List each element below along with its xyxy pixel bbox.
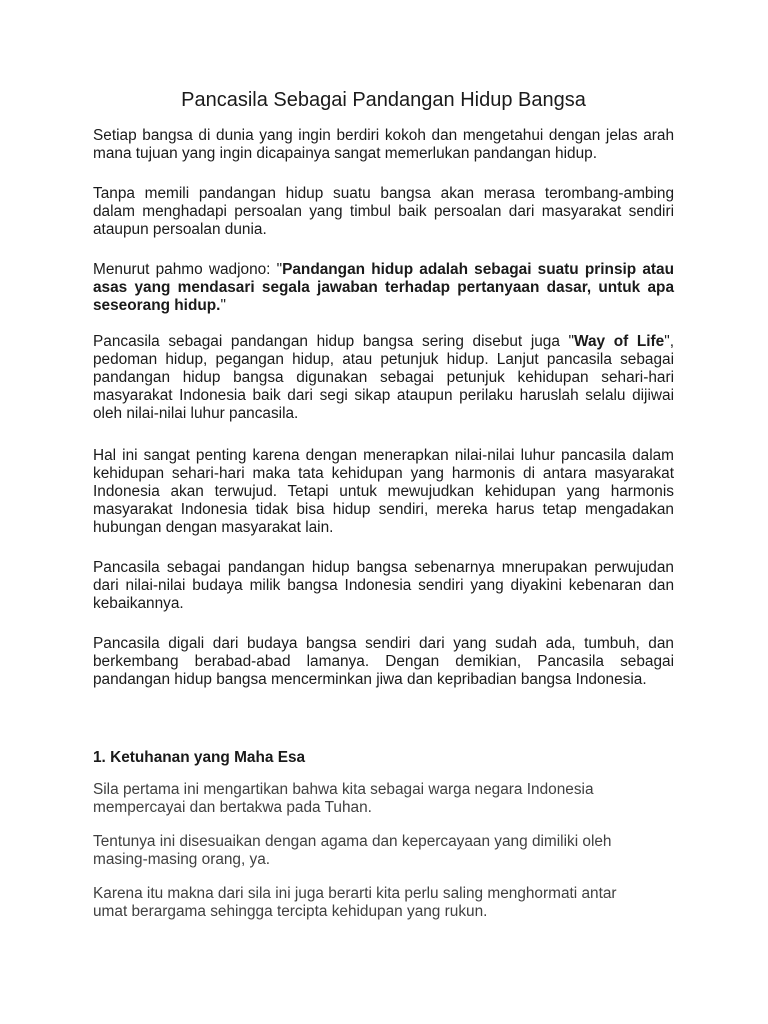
document-title: Pancasila Sebagai Pandangan Hidup Bangsa xyxy=(181,89,586,111)
wayoflife-suffix: ", pedoman hidup, pegangan hidup, atau petunjuk hidup. Lanjut pancasila sebagai pandangan hidup bangsa digunakan sebagai petunjuk kehidupan sehari-hari masyarakat Indonesia baik dari segi sikap ataupun perilaku haruslah selalu dijiwai oleh nilai-nilai luhur pancasila. xyxy=(93,333,674,422)
paragraph-way-of-life xyxy=(93,333,674,423)
section-heading: 1. Ketuhanan yang Maha Esa xyxy=(93,749,306,766)
wayoflife-bold-text: Way of Life xyxy=(574,333,665,350)
section-paragraph-2: Tentunya ini disesuaikan dengan agama dan kepercayaan yang dimiliki oleh masing-masing orang, ya. xyxy=(93,833,612,868)
section-paragraph-3: Karena itu makna dari sila ini juga berarti kita perlu saling menghormati antar umat berargama sehingga tercipta kehidupan yang rukun. xyxy=(93,885,617,920)
paragraph-digali: Pancasila digali dari budaya bangsa sendiri dari yang sudah ada, tumbuh, dan berkembang berabad-abad lamanya. Dengan demikian, Pancasila sebagai pandangan hidup bangsa mencerminkan jiwa dan kepribadian bangsa Indonesia. xyxy=(93,635,674,688)
quote-suffix: " xyxy=(220,297,226,314)
paragraph-intro: Setiap bangsa di dunia yang ingin berdiri kokoh dan mengetahui dengan jelas arah mana tujuan yang ingin dicapainya sangat memerlukan pandangan hidup. xyxy=(93,127,674,162)
paragraph-perwujudan: Pancasila sebagai pandangan hidup bangsa sebenarnya mnerupakan perwujudan dari nilai-nilai budaya milik bangsa Indonesia sendiri yang diyakini kebenaran dan kebaikannya. xyxy=(93,559,674,612)
section-paragraph-1: Sila pertama ini mengartikan bahwa kita sebagai warga negara Indonesia mempercayai dan bertakwa pada Tuhan. xyxy=(93,781,594,816)
paragraph-harmonis: Hal ini sangat penting karena dengan menerapkan nilai-nilai luhur pancasila dalam kehidupan sehari-hari maka tata kehidupan yang harmonis di antara masyarakat Indonesia akan terwujud. Tetapi untuk mewujudkan kehidupan yang harmonis masyarakat Indonesia tidak bisa hidup sendiri, mereka harus tetap mengadakan hubungan dengan masyarakat lain. xyxy=(93,447,674,536)
paragraph-terombang: Tanpa memili pandangan hidup suatu bangsa akan merasa terombang-ambing dalam menghadapi persoalan yang timbul baik persoalan dari masyarakat sendiri ataupun persoalan dunia. xyxy=(93,185,674,238)
quote-prefix: Menurut pahmo wadjono: " xyxy=(93,261,283,278)
quote-bold-text: Pandangan hidup adalah sebagai suatu prinsip atau asas yang mendasari segala jawaban terhadap pertanyaan dasar, untuk apa seseorang hidup. xyxy=(93,261,674,314)
paragraph-quote xyxy=(93,261,674,315)
wayoflife-prefix: Pancasila sebagai pandangan hidup bangsa sering disebut juga " xyxy=(93,333,575,350)
